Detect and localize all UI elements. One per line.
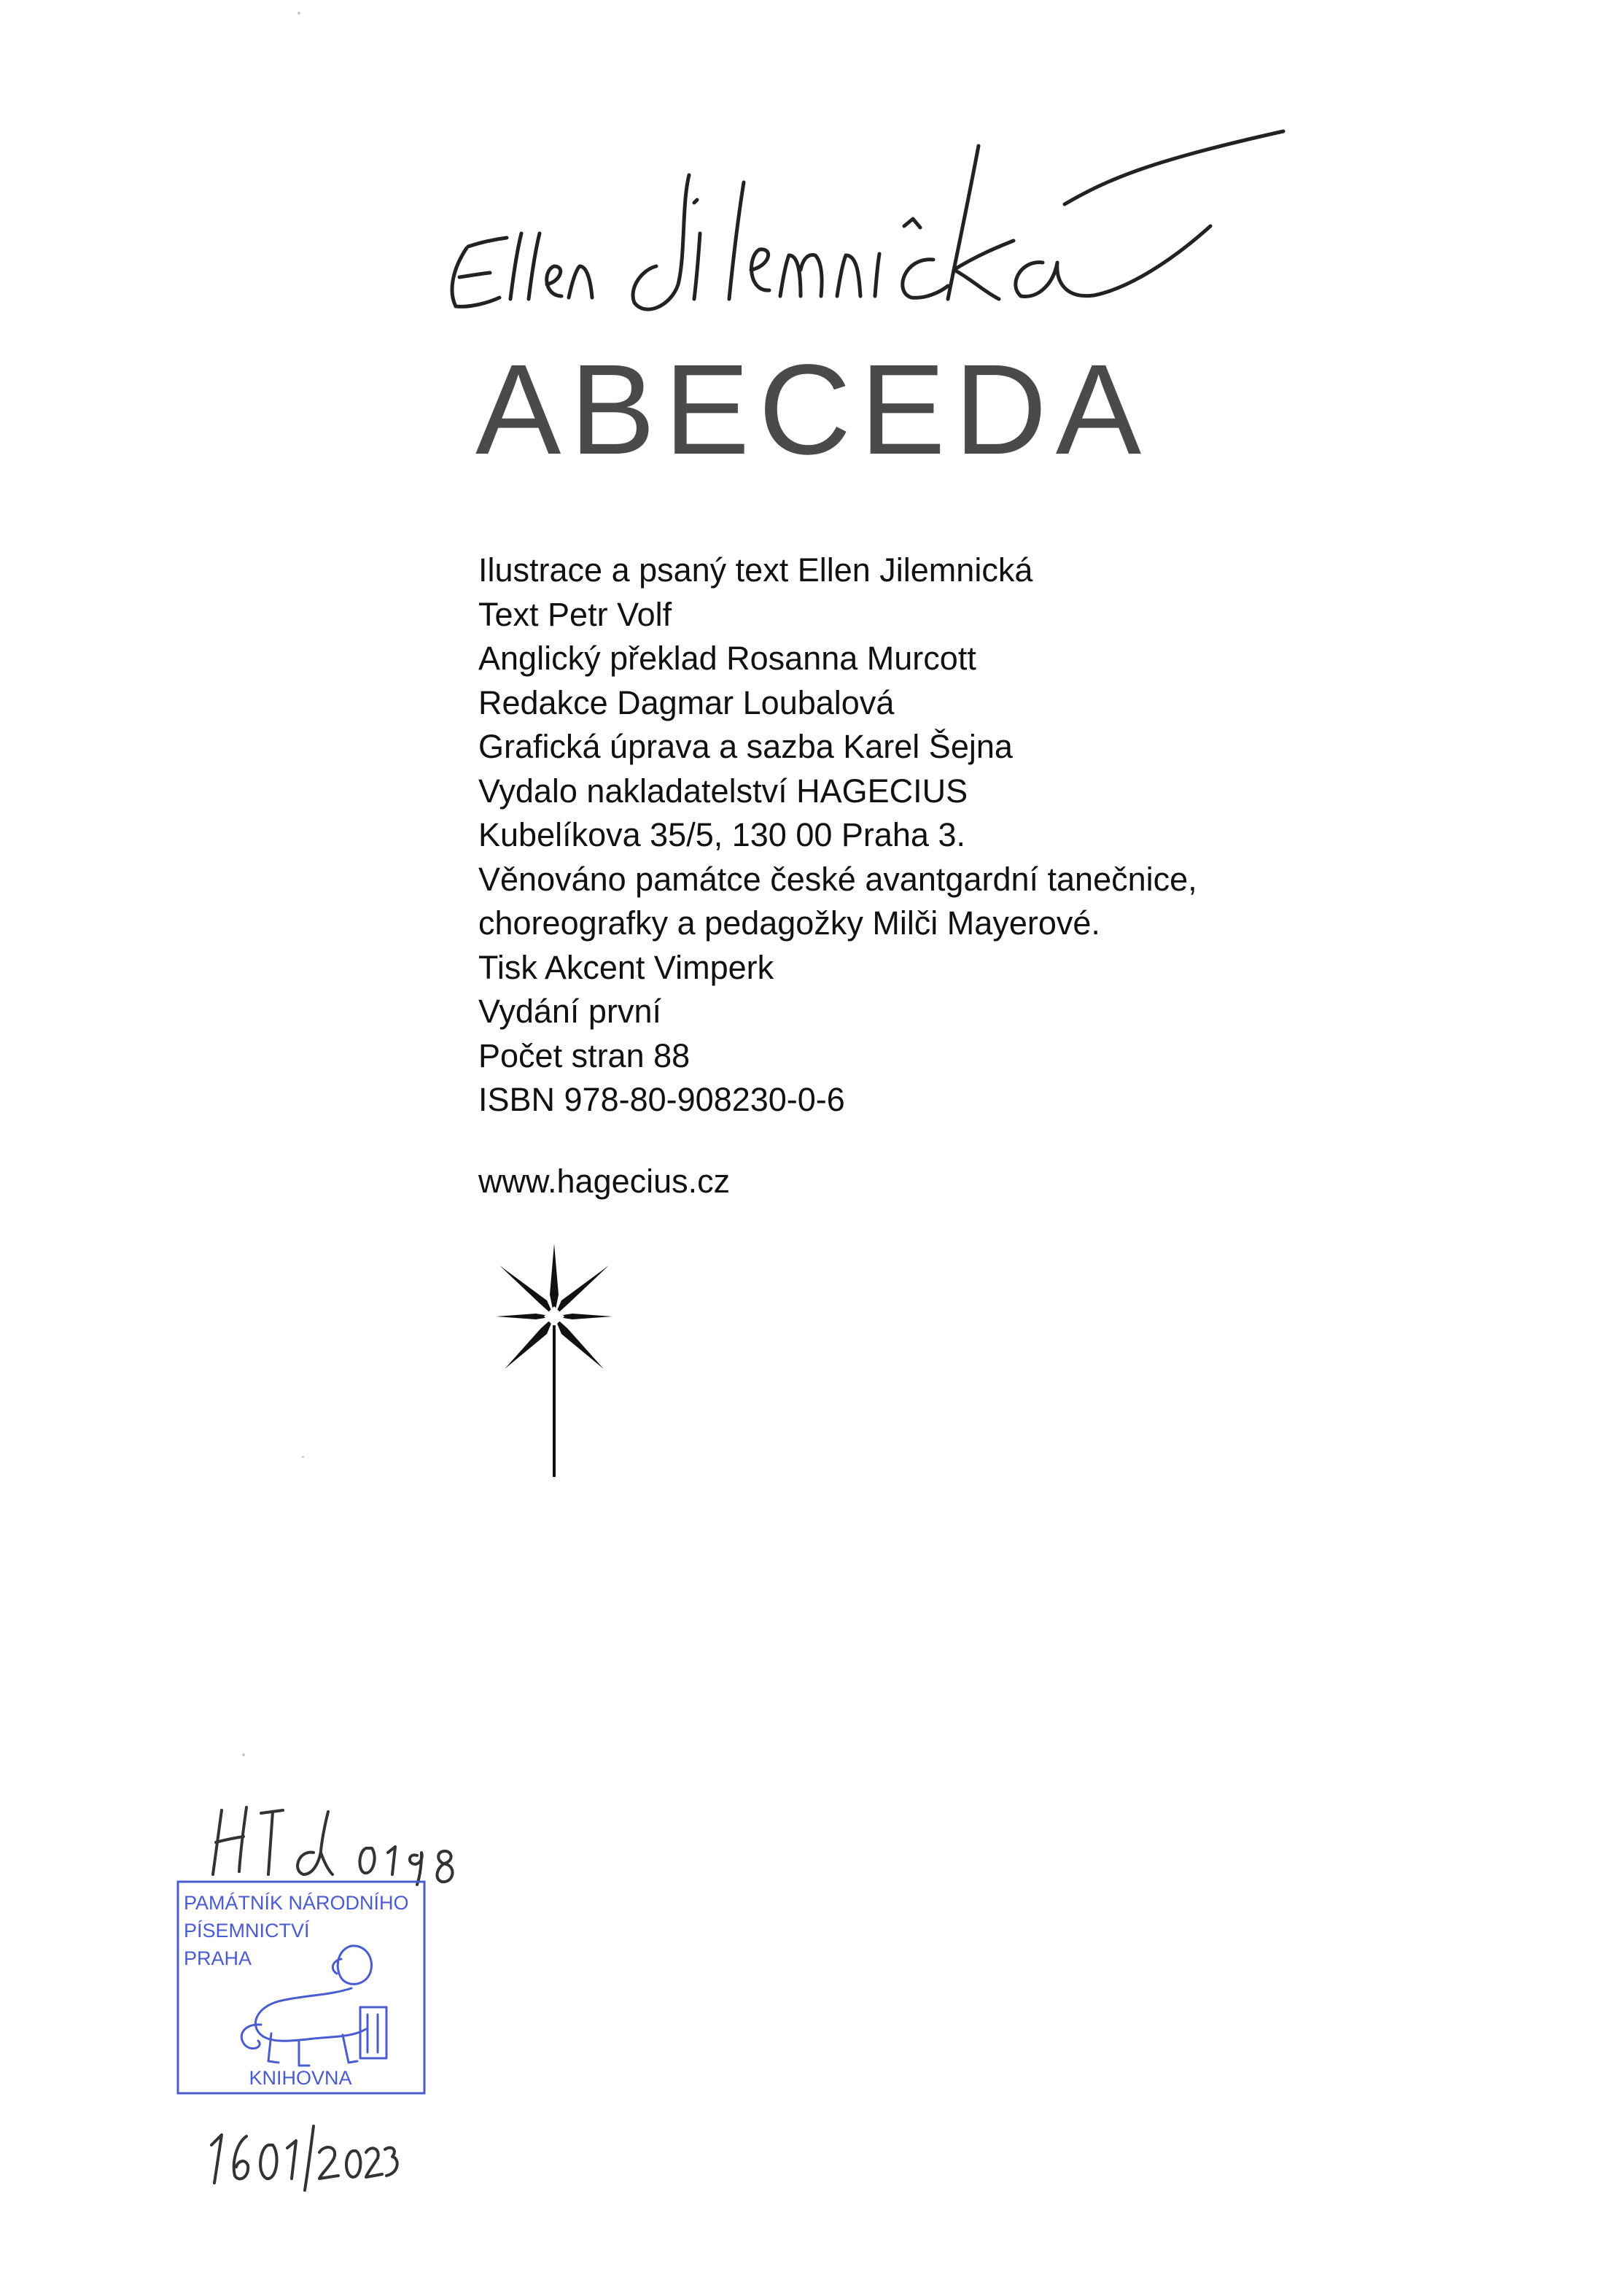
credit-line: Anglický překlad Rosanna Murcott [478, 640, 976, 677]
scan-speck [302, 1456, 304, 1458]
handwritten-accession-number [204, 2111, 401, 2192]
credit-line: Kubelíkova 35/5, 130 00 Praha 3. [478, 816, 965, 853]
credit-line: Ilustrace a psaný text Ellen Jilemnická [478, 551, 1033, 589]
stamp-line-2: PÍSEMNICTVÍ [184, 1920, 310, 1942]
credit-line: choreografky a pedagožky Milči Mayerové. [478, 904, 1100, 942]
book-title: ABECEDA [475, 338, 1151, 481]
credit-line: Věnováno památce české avantgardní tanečnice, [478, 860, 1197, 898]
credit-line: Tisk Akcent Vimperk [478, 948, 774, 986]
credit-line: Redakce Dagmar Loubalová [478, 683, 895, 721]
colophon-credits [478, 548, 1197, 1122]
handwritten-library-reference [204, 1794, 481, 1889]
scan-speck [297, 12, 300, 15]
credit-line: Počet stran 88 [478, 1036, 691, 1074]
credit-line: Vydalo nakladatelství HAGECIUS [478, 772, 968, 810]
stamp-bottom-label: KNIHOVNA [249, 2067, 352, 2089]
lion-emblem-icon [241, 1946, 386, 2066]
credit-line: Text Petr Volf [478, 595, 672, 633]
library-stamp [169, 1879, 432, 2105]
credit-line: Vydání první [478, 993, 661, 1030]
publisher-website[interactable]: www.hagecius.cz [478, 1163, 731, 1200]
stamp-line-3: PRAHA [184, 1947, 252, 1969]
credit-line: ISBN 978-80-908230-0-6 [478, 1081, 845, 1118]
credit-line: Grafická úprava a sazba Karel Šejna [478, 728, 1013, 765]
stamp-line-1: PAMÁTNÍK NÁRODNÍHO [184, 1892, 409, 1914]
scan-speck [242, 1753, 245, 1756]
asterisk-star-on-stem-icon [496, 1244, 612, 1477]
